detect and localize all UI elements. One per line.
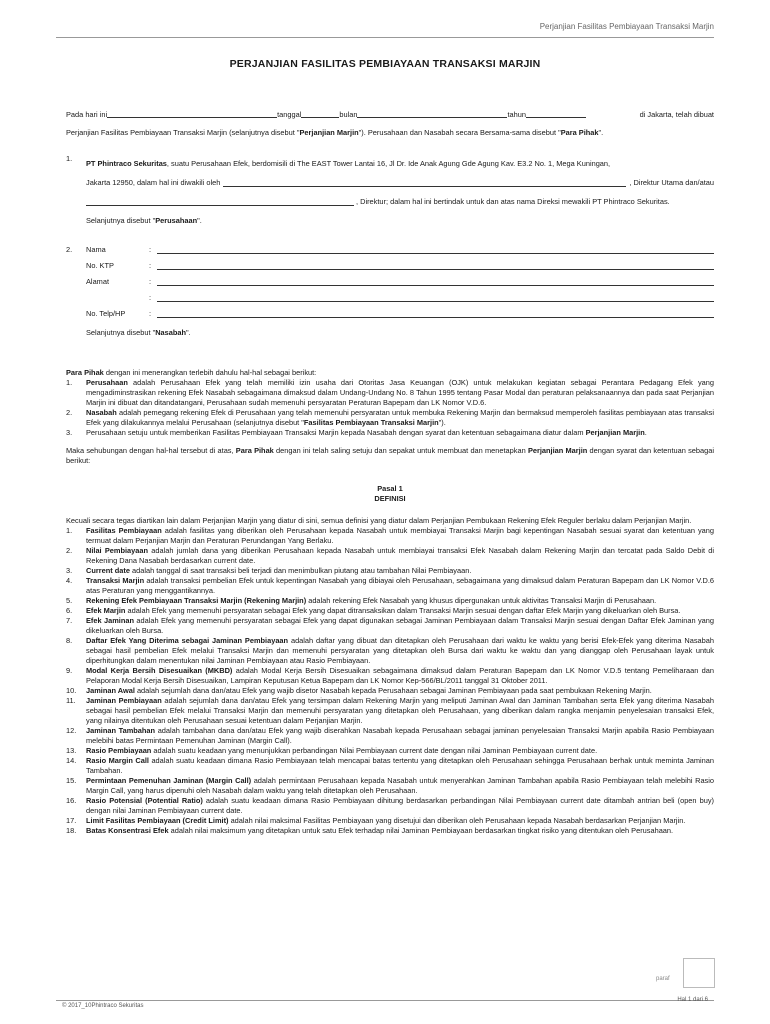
alamat-input-2[interactable] <box>157 290 714 302</box>
blank-director[interactable] <box>86 192 354 206</box>
nama-input[interactable] <box>157 242 714 254</box>
definition-item <box>66 686 714 696</box>
definition-term: Efek Jaminan <box>86 616 134 625</box>
pasal-subheading: DEFINISI <box>374 494 406 503</box>
definition-item <box>66 776 714 796</box>
ktp-input[interactable] <box>157 258 714 270</box>
definition-item <box>66 576 714 596</box>
definition-term: Rasio Pembiayaan <box>86 746 152 755</box>
definition-term: Rasio Margin Call <box>86 756 149 765</box>
definition-term: Current date <box>86 566 130 575</box>
definition-term: Rekening Efek Pembiayaan Transaksi Marjin (Rekening Marjin) <box>86 596 307 605</box>
definition-text <box>86 576 714 596</box>
definition-item <box>66 566 714 576</box>
definition-item <box>66 826 714 836</box>
paraf-label: paraf <box>656 976 670 982</box>
footer-copyright: © 2017_10Phintraco Sekuritas <box>62 1003 144 1009</box>
definition-number: 11. <box>66 696 76 705</box>
definition-item <box>66 546 714 566</box>
alamat-input[interactable] <box>157 274 714 286</box>
recital-bold-tail: Fasilitas Pembiayaan Transaksi Marjin <box>303 418 439 427</box>
definition-text <box>86 616 714 636</box>
definition-body: adalah sejumlah dana dan/atau Efek yang wajib disetor Nasabah kepada Perusahaan sebagai Jaminan Pembiayaan pada saat pembukaan Rekening Marjin. <box>134 686 652 695</box>
recital-item <box>66 408 714 428</box>
definition-term: Limit Fasilitas Pembiayaan (Credit Limit) <box>86 816 229 825</box>
definition-number: 3. <box>66 566 73 575</box>
field-alamat-2: : <box>86 290 714 306</box>
definition-item <box>66 696 714 726</box>
definition-item <box>66 526 714 546</box>
definition-number: 2. <box>66 546 73 555</box>
definition-body: adalah jumlah dana yang diberikan Perusahaan kepada Nasabah untuk membiayai transaksi Efek Nasabah dalam Rekening Marjin dan tercatat pada Saldo Debit di Rekening Dana Nasabah berdasarkan current date. <box>86 546 715 565</box>
definition-text <box>86 606 714 616</box>
recital-lead: Perusahaan <box>86 378 128 387</box>
footer-divider <box>56 1000 714 1001</box>
definition-body: adalah sejumlah dana dan/atau Efek yang tersimpan dalam Rekening Marjin yang meliputi Jaminan Awal dan Jaminan Tambahan serta Efek yang diterima Nasabah sebagai hasil pembelian Efek melalui Transaksi Marjin dan memenuhi persyaratan yang ditetapkan oleh Perusahaan, yang diberikan dalam rangka menjamin penyelesaian transaksi Efek, yang nilainya ditentukan oleh Perusahaan sesuai ketentuan dalam Perjanjian Marjin. <box>86 696 714 725</box>
recital-body: Perusahaan setuju untuk memberikan Fasilitas Pembiayaan Transaksi Marjin kepada Nasabah dengan syarat dan ketentuan sebagaimana diatur dalam <box>86 428 586 437</box>
definition-item <box>66 746 714 756</box>
definition-text <box>86 826 714 836</box>
definition-number: 5. <box>66 596 73 605</box>
definition-body: adalah tambahan dana dan/atau Efek yang wajib diserahkan Nasabah kepada Perusahaan sebagai jaminan penyelesaian Transaksi Marjin apabila Rasio Pembiayaan melebihi batas Permintaan Pemenuhan Jaminan (Margin Call). <box>86 726 714 745</box>
definition-text <box>86 566 714 576</box>
definition-text <box>86 526 714 546</box>
definition-text <box>86 726 714 746</box>
recital-tail: . <box>644 428 647 437</box>
paraf-box[interactable] <box>683 958 715 988</box>
definition-number: 10. <box>66 686 77 695</box>
definition-item <box>66 816 714 826</box>
telp-input[interactable] <box>157 306 714 318</box>
definition-item <box>66 596 714 606</box>
definition-item <box>66 796 714 816</box>
definition-text <box>86 776 714 796</box>
definition-item <box>66 636 714 666</box>
definition-number: 14. <box>66 756 77 765</box>
opening-line-1: Pada hari ini tanggal bulan tahun di Jakarta, telah dibuat <box>66 110 714 119</box>
running-header: Perjanjian Fasilitas Pembiayaan Transaksi Marjin <box>539 22 714 31</box>
definition-text <box>86 756 714 776</box>
definition-term: Rasio Potensial (Potential Ratio) <box>86 796 203 805</box>
field-alamat: Alamat : <box>86 274 714 290</box>
definition-body: adalah tanggal di saat transaksi beli terjadi dan menimbulkan piutang atau tambahan Nilai Pembiayaan. <box>129 566 472 575</box>
definition-number: 16. <box>66 796 77 805</box>
definition-text <box>86 666 714 686</box>
field-nama: Nama : <box>86 242 714 258</box>
party-1: 1. PT Phintraco Sekuritas, suatu Perusahaan Efek, berdomisili di The EAST Tower Lantai 16, Jl Dr. Ide Anak Agung Gde Agung Kav. E3.2 No. 1, Mega Kuningan, Jakarta 12950, dalam hal ini diwakili oleh , Direktur Utama dan/atau , Direktur; dalam hal ini bertindak untuk dan atas nama Direksi mewakili PT Phintraco Sekuritas. Selanjutnya disebut "Perusahaan". <box>66 154 714 225</box>
blank-month[interactable] <box>357 108 507 118</box>
definition-body: adalah nilai maksimum yang ditetapkan untuk satu Efek terhadap nilai Jaminan Pembiayaan berdasarkan tingkat risiko yang ditentukan oleh Perusahaan. <box>168 826 674 835</box>
definition-item <box>66 616 714 636</box>
definition-text <box>86 686 714 696</box>
header-divider <box>56 37 714 38</box>
footer-page-number: Hal 1 dari 6 <box>677 997 708 1003</box>
blank-director-main[interactable] <box>223 173 626 187</box>
definition-body: adalah suatu keadaan dimana Rasio Pembiayaan dihitung berdasarkan perbandingan Nilai Pembiayaan current date ditambah antrian beli (open buy) dengan nilai Jaminan Pembiayaan current date. <box>86 796 714 815</box>
definition-item <box>66 666 714 686</box>
definition-text <box>86 696 714 726</box>
definition-body: adalah Modal Kerja Bersih Disesuaikan sebagaimana dimaksud dalam Peraturan Bapepam dan LK Nomor V.D.5 tentang Pemeliharaan dan Pelaporan Modal Kerja Bersih Disesuaikan, Lampiran Keputusan Ketua Bapepam dan LK Nomor Kep-566/BL/2011 tanggal 31 Oktober 2011. <box>86 666 714 685</box>
definition-text <box>86 596 714 606</box>
definition-body: adalah Efek yang memenuhi persyaratan sebagai Efek yang dapat ditransaksikan dalam Transaksi Marjin sesuai dengan daftar Efek Marjin yang dikeluarkan oleh Bursa. <box>125 606 681 615</box>
recitals-intro: Para Pihak dengan ini menerangkan terlebih dahulu hal-hal sebagai berikut: <box>66 368 317 377</box>
definition-item <box>66 726 714 746</box>
recital-body: adalah pemegang rekening Efek di Perusahaan yang telah memenuhi persyaratan untuk membuka Rekening Marjin dan bermaksud memperoleh fasilitas pembiayaan atas transaksi Efek yang dilakukannya melalui Perusahaan (selanjutnya disebut " <box>86 408 714 427</box>
recital-tail: "). <box>438 418 446 427</box>
definition-term: Modal Kerja Bersih Disesuaikan (MKBD) <box>86 666 233 675</box>
definition-number: 7. <box>66 616 73 625</box>
definisi-list <box>66 526 714 836</box>
definition-body: adalah transaksi pembelian Efek untuk kepentingan Nasabah yang dibiayai oleh Perusahaan, sebagaimana yang dimaksud dalam Peraturan Bapepam dan LK Nomor V.D.6 atas Peraturan yang menggantikannya. <box>86 576 714 595</box>
definition-number: 12. <box>66 726 77 735</box>
definition-term: Fasilitas Pembiayaan <box>86 526 162 535</box>
blank-year[interactable] <box>526 108 586 118</box>
definition-term: Batas Konsentrasi Efek <box>86 826 169 835</box>
definition-term: Daftar Efek Yang Diterima sebagai Jaminan Pembiayaan <box>86 636 289 645</box>
recitals-list <box>66 378 714 438</box>
recital-text <box>86 408 714 428</box>
document-body <box>66 108 714 836</box>
definition-text <box>86 816 714 826</box>
definition-body: adalah nilai maksimal Fasilitas Pembiayaan yang disetujui dan diberikan oleh Perusahaan kepada Nasabah berdasarkan Perjanjian Marjin. <box>228 816 686 825</box>
blank-date[interactable] <box>301 108 339 118</box>
definition-body: adalah suatu keadaan yang menunjukkan perbandingan Nilai Pembiayaan current date dengan nilai Jaminan Pembiayaan current date. <box>151 746 598 755</box>
definition-number: 1. <box>66 526 73 535</box>
definition-number: 9. <box>66 666 73 675</box>
definition-body: adalah suatu keadaan dimana Rasio Pembiayaan telah mencapai batas tertentu yang ditetapkan oleh Perusahaan sehingga Perusahaan berhak untuk meminta Jaminan Tambahan. <box>86 756 715 775</box>
definition-term: Transaksi Marjin <box>86 576 145 585</box>
definition-text <box>86 796 714 816</box>
definition-body: adalah daftar yang dibuat dan ditetapkan oleh Perusahaan dari waktu ke waktu yang berisi Efek-Efek yang diterima Nasabah sebagai hasil pembelian Efek melalui Transaksi Marjin dan memenuhi persyaratan yang ditetapkan oleh Bursa dari waktu ke waktu dan yang dianggap oleh Perusahaan layak untuk diperhitungkan dalam menentukan nilai Jaminan Pembiayaan atau Rasio Pembiayaan. <box>86 636 714 665</box>
recital-bold-tail: Perjanjian Marjin <box>585 428 645 437</box>
recital-number: 1. <box>66 378 73 387</box>
definition-body: adalah Efek yang memenuhi persyaratan sebagai Efek yang dapat digunakan sebagai Jaminan Pembiayaan dalam Transaksi Marjin sesuai dengan Daftar Efek Jaminan yang dikeluarkan oleh Bursa. <box>86 616 714 635</box>
document-title: PERJANJIAN FASILITAS PEMBIAYAAN TRANSAKSI MARJIN <box>229 58 541 70</box>
definition-number: 18. <box>66 826 77 835</box>
definition-number: 6. <box>66 606 73 615</box>
definition-term: Jaminan Awal <box>86 686 135 695</box>
definition-number: 4. <box>66 576 73 585</box>
field-ktp: No. KTP : <box>86 258 714 274</box>
definition-text <box>86 546 714 566</box>
opening-line-2: Perjanjian Fasilitas Pembiayaan Transaksi Marjin (selanjutnya disebut "Perjanjian Marjin"). Perusahaan dan Nasabah secara Bersama-sama disebut "Para Pihak". <box>66 128 604 137</box>
recital-lead: Nasabah <box>86 408 117 417</box>
definition-term: Efek Marjin <box>86 606 126 615</box>
recital-text <box>86 428 714 438</box>
definisi-intro: Kecuali secara tegas diartikan lain dalam Perjanjian Marjin yang diatur di sini, semua definisi yang diatur dalam Perjanjian Pembukaan Rekening Efek Reguler berlaku dalam Perjanjian Marjin. <box>66 516 692 525</box>
definition-term: Permintaan Pemenuhan Jaminan (Margin Call) <box>86 776 252 785</box>
recitals-closing: Maka sehubungan dengan hal-hal tersebut di atas, Para Pihak dengan ini telah saling setuju dan sepakat untuk membuat dan menetapkan Perjanjian Marjin dengan syarat dan ketentuan sebagai berikut: <box>66 446 714 465</box>
blank-day[interactable] <box>107 108 277 118</box>
recital-number: 3. <box>66 428 73 437</box>
definition-body: adalah permintaan Perusahaan kepada Nasabah untuk menyerahkan Jaminan Tambahan apabila Rasio Pembiayaan telah melebihi Rasio Margin Call, yang harus dipenuhi oleh Nasabah dalam waktu yang telah ditetapkan oleh Perusahaan. <box>86 776 715 795</box>
definition-number: 15. <box>66 776 77 785</box>
definition-number: 13. <box>66 746 77 755</box>
recital-body: adalah Perusahaan Efek yang telah memiliki izin usaha dari Otoritas Jasa Keuangan (OJK) untuk melakukan kegiatan sebagai Perantara Pedagang Efek yang mengadiminstrasikan rekening Efek Nasabah sebagaimana dimaksud dalam Undang-Undang No. 8 Tahun 1995 tentang Pasar Modal dan peraturan pelaksanaannya dan pada saat Perjanjian Marjin ini dibuat dan ditandatangani, Perusahaan sudah memenuhi persyaratan Peraturan Bapepam dan LK Nomor V.D.6. <box>86 378 714 407</box>
definition-term: Nilai Pembiayaan <box>86 546 148 555</box>
definition-term: Jaminan Tambahan <box>86 726 156 735</box>
recital-number: 2. <box>66 408 73 417</box>
definition-body: adalah fasilitas yang diberikan oleh Perusahaan kepada Nasabah untuk membiayai Transaksi Marjin bagi kepentingan Nasabah sesuai syarat dan ketentuan yang termuat dalam Perjanjian Marjin dan Peraturan Perundangan Yang Berlaku. <box>86 526 714 545</box>
recital-item <box>66 428 714 438</box>
definition-text <box>86 746 714 756</box>
recital-text <box>86 378 714 408</box>
definition-term: Jaminan Pembiayaan <box>86 696 162 705</box>
field-telp: No. Telp/HP : <box>86 306 714 322</box>
pasal-heading: Pasal 1 <box>377 484 403 493</box>
definition-number: 8. <box>66 636 73 645</box>
party-2: 2. Nama : No. KTP : Alamat : : No. Telp/HP : Selanjutnya disebut "Nasabah". <box>66 242 714 340</box>
definition-body: adalah rekening Efek Nasabah yang khusus dipergunakan untuk aktivitas Transaksi Marjin di Perusahaan. <box>306 596 657 605</box>
recital-item <box>66 378 714 408</box>
definition-item <box>66 756 714 776</box>
definition-item <box>66 606 714 616</box>
definition-text <box>86 636 714 666</box>
definition-number: 17. <box>66 816 77 825</box>
